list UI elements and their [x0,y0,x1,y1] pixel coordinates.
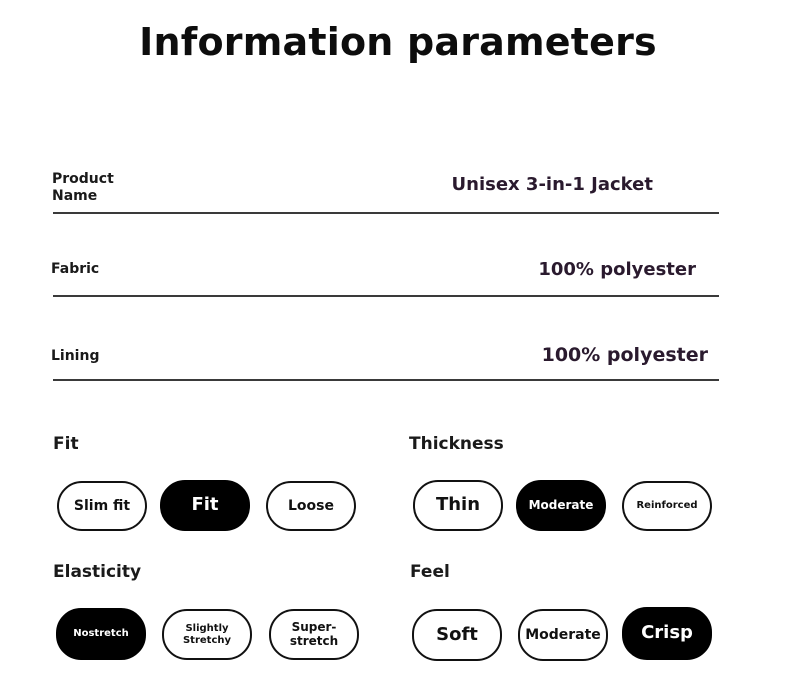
thickness-option-reinforced[interactable]: Reinforced [622,481,712,531]
divider [53,379,719,381]
group-title-feel: Feel [410,562,450,582]
page-title: Information parameters [139,20,657,64]
group-title-thickness: Thickness [409,434,504,454]
param-value-product-name: Unisex 3-in-1 Jacket [451,174,653,195]
param-label-fabric: Fabric [51,261,100,277]
fit-option-fit[interactable]: Fit [160,480,250,531]
fit-option-slim-fit[interactable]: Slim fit [57,481,147,531]
elasticity-option-super-stretch[interactable]: Super-stretch [269,609,359,660]
feel-option-crisp[interactable]: Crisp [622,607,712,660]
divider [53,212,719,214]
group-title-fit: Fit [53,434,79,454]
thickness-option-moderate[interactable]: Moderate [516,480,606,531]
param-value-fabric: 100% polyester [538,259,696,280]
thickness-option-thin[interactable]: Thin [413,480,503,531]
fit-option-loose[interactable]: Loose [266,481,356,531]
feel-option-soft[interactable]: Soft [412,609,502,661]
param-value-lining: 100% polyester [541,344,708,366]
param-label-product-name: Product Name [52,171,114,204]
elasticity-option-slightly-stretchy[interactable]: Slightly Stretchy [162,609,252,660]
feel-option-moderate[interactable]: Moderate [518,609,608,661]
group-title-elasticity: Elasticity [53,562,142,582]
divider [53,295,719,297]
param-label-lining: Lining [51,348,100,364]
elasticity-option-nostretch[interactable]: Nostretch [56,608,146,660]
